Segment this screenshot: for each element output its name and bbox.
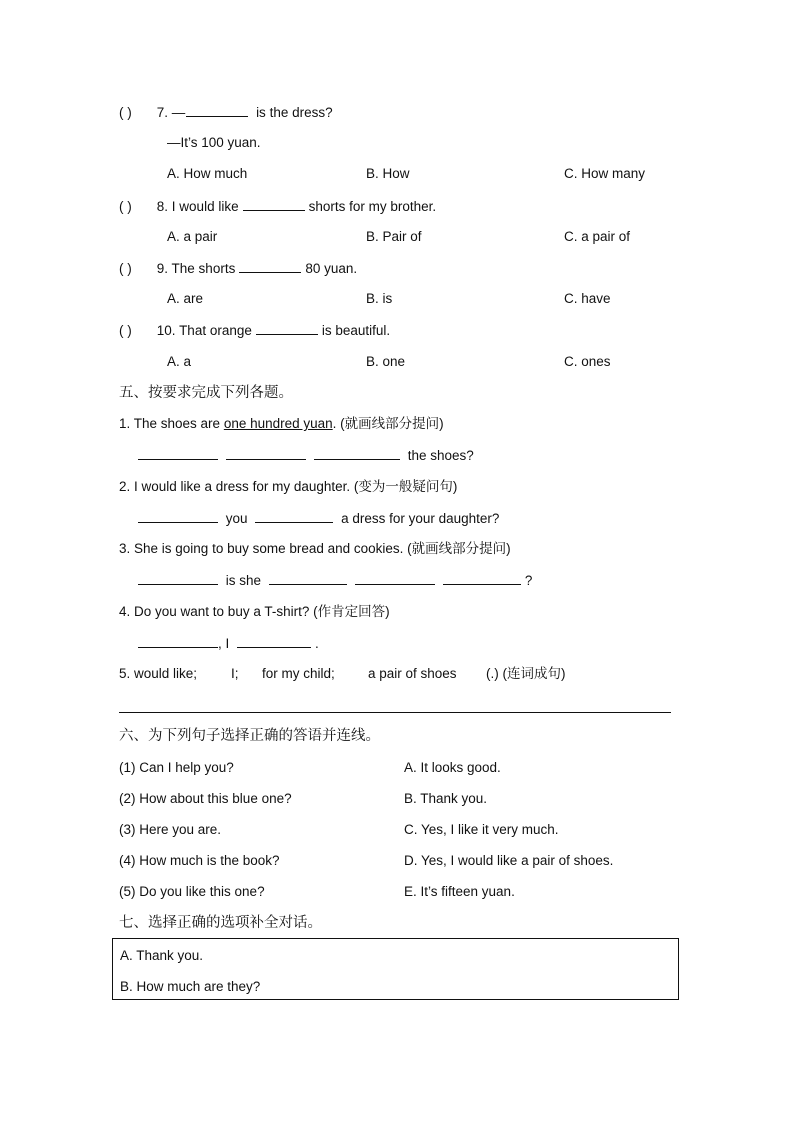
option-b: B. is bbox=[366, 291, 393, 306]
answer-tail: the shoes? bbox=[407, 448, 474, 463]
task-1-answer-line bbox=[138, 446, 474, 465]
question-prefix: The shorts bbox=[171, 261, 236, 276]
question-prefix: That orange bbox=[179, 323, 252, 338]
task-3-answer-line bbox=[138, 571, 532, 590]
question-7 bbox=[119, 103, 333, 122]
option-a: A. are bbox=[167, 291, 204, 306]
word-2: I; bbox=[231, 666, 239, 681]
section-5-heading: 五、按要求完成下列各题。 bbox=[119, 385, 293, 401]
match-right-c[interactable]: C. Yes, I like it very much. bbox=[404, 822, 559, 837]
question-prefix: I would like bbox=[171, 199, 239, 214]
answer-rule[interactable] bbox=[119, 712, 671, 713]
answer-blank[interactable] bbox=[255, 509, 333, 523]
answer-paren: ( ) bbox=[119, 261, 132, 276]
word-3: for my child; bbox=[262, 666, 335, 681]
match-right-b[interactable]: B. Thank you. bbox=[404, 791, 488, 806]
task-2: 2. I would like a dress for my daughter. (变为一般疑问句) bbox=[119, 479, 458, 494]
option-b: B. one bbox=[366, 354, 406, 369]
question-suffix: is beautiful. bbox=[321, 323, 391, 338]
answer-blank[interactable] bbox=[226, 446, 306, 460]
question-9 bbox=[119, 259, 357, 278]
task-4: 4. Do you want to buy a T-shirt? (作肯定回答) bbox=[119, 604, 390, 619]
task-4-answer-line bbox=[138, 634, 319, 653]
answer-tail: . bbox=[315, 636, 319, 651]
match-right-e[interactable]: E. It’s fifteen yuan. bbox=[404, 884, 515, 899]
word-5: (.) (连词成句) bbox=[486, 666, 566, 681]
question-7-reply: —It’s 100 yuan. bbox=[167, 135, 261, 150]
question-10 bbox=[119, 321, 390, 340]
match-left-2[interactable]: (2) How about this blue one? bbox=[119, 791, 292, 806]
task-2-answer-line bbox=[138, 509, 499, 528]
question-prefix: — bbox=[171, 105, 186, 120]
answer-blank[interactable] bbox=[237, 634, 311, 648]
answer-blank[interactable] bbox=[269, 571, 347, 585]
word-4: a pair of shoes bbox=[368, 666, 457, 681]
question-suffix: 80 yuan. bbox=[305, 261, 358, 276]
answer-mid: , I bbox=[218, 636, 230, 651]
box-option-a: A. Thank you. bbox=[120, 948, 204, 963]
question-number: 9. bbox=[156, 261, 169, 276]
option-c: C. ones bbox=[564, 354, 611, 369]
match-right-d[interactable]: D. Yes, I would like a pair of shoes. bbox=[404, 853, 614, 868]
option-a: A. How much bbox=[167, 166, 248, 181]
match-right-a[interactable]: A. It looks good. bbox=[404, 760, 501, 775]
underlined-phrase: one hundred yuan bbox=[223, 416, 333, 431]
option-a: A. a pair bbox=[167, 229, 218, 244]
options-box bbox=[112, 938, 679, 1000]
match-left-3[interactable]: (3) Here you are. bbox=[119, 822, 222, 837]
option-c: C. have bbox=[564, 291, 611, 306]
match-left-5[interactable]: (5) Do you like this one? bbox=[119, 884, 265, 899]
match-left-4[interactable]: (4) How much is the book? bbox=[119, 853, 280, 868]
task-1 bbox=[119, 415, 444, 433]
question-number: 7. bbox=[156, 105, 169, 120]
answer-blank[interactable] bbox=[138, 634, 218, 648]
question-number: 10. bbox=[156, 323, 176, 338]
answer-blank[interactable] bbox=[138, 571, 218, 585]
option-c: C. a pair of bbox=[564, 229, 631, 244]
fill-blank[interactable] bbox=[243, 197, 305, 211]
answer-tail: a dress for your daughter? bbox=[341, 511, 500, 526]
option-c: C. How many bbox=[564, 166, 646, 181]
match-left-1[interactable]: (1) Can I help you? bbox=[119, 760, 234, 775]
answer-blank[interactable] bbox=[355, 571, 435, 585]
answer-blank[interactable] bbox=[138, 509, 218, 523]
fill-blank[interactable] bbox=[239, 259, 301, 273]
task-3: 3. She is going to buy some bread and cookies. (就画线部分提问) bbox=[119, 541, 511, 556]
word-1: 5. would like; bbox=[119, 666, 198, 681]
fill-blank[interactable] bbox=[186, 103, 248, 117]
box-option-b: B. How much are they? bbox=[120, 979, 261, 994]
answer-paren: ( ) bbox=[119, 105, 132, 120]
question-suffix: shorts for my brother. bbox=[308, 199, 437, 214]
fill-blank[interactable] bbox=[256, 321, 318, 335]
answer-mid: you bbox=[225, 511, 248, 526]
option-a: A. a bbox=[167, 354, 192, 369]
section-7-heading: 七、选择正确的选项补全对话。 bbox=[119, 915, 322, 931]
answer-blank[interactable] bbox=[138, 446, 218, 460]
question-number: 8. bbox=[156, 199, 169, 214]
answer-blank[interactable] bbox=[443, 571, 521, 585]
answer-paren: ( ) bbox=[119, 323, 132, 338]
task-1-text-pre: 1. The shoes are bbox=[119, 416, 224, 431]
option-b: B. Pair of bbox=[366, 229, 422, 244]
question-8 bbox=[119, 197, 436, 216]
answer-mid: is she bbox=[225, 573, 262, 588]
answer-tail: ? bbox=[524, 573, 533, 588]
answer-paren: ( ) bbox=[119, 199, 132, 214]
section-6-heading: 六、为下列句子选择正确的答语并连线。 bbox=[119, 728, 380, 744]
option-b: B. How bbox=[366, 166, 410, 181]
task-1-text-post: . (就画线部分提问) bbox=[332, 416, 444, 431]
answer-blank[interactable] bbox=[314, 446, 400, 460]
question-suffix: is the dress? bbox=[256, 105, 333, 120]
